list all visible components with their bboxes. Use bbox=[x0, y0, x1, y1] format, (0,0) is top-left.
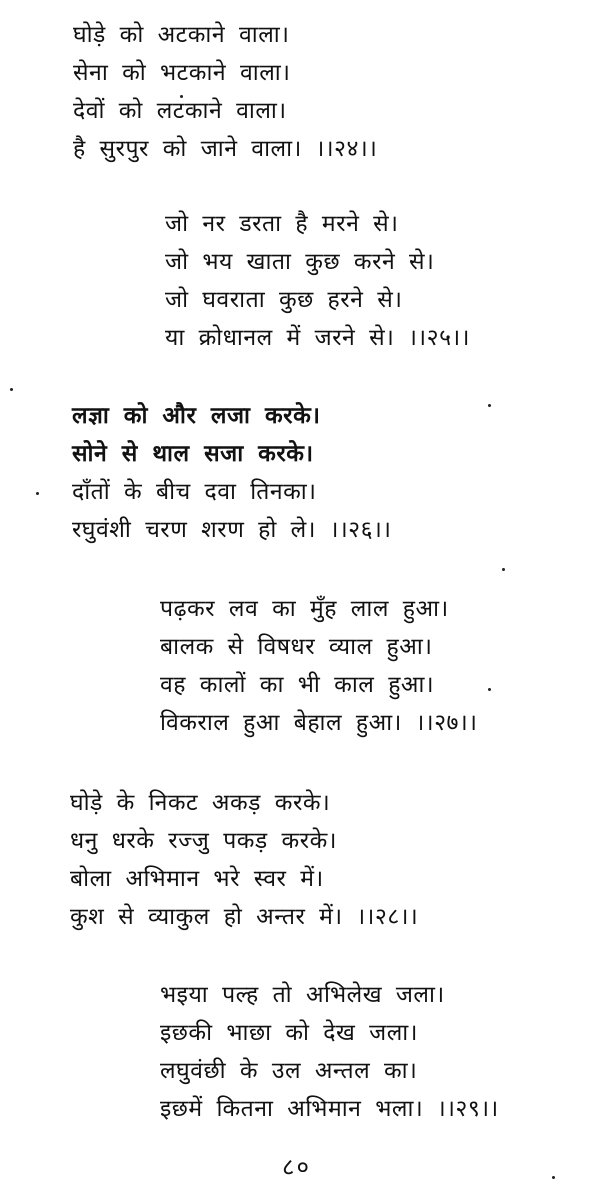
scan-speck bbox=[36, 492, 39, 495]
verse-line: इछकी भाछा को देख जला। bbox=[160, 1020, 418, 1046]
verse-line: लघुवंछी के उल अन्तल का। bbox=[160, 1058, 418, 1084]
verse-line: सोने से थाल सजा करके। bbox=[72, 441, 314, 467]
verse-line: जो घवराता कुछ हरने से। bbox=[165, 287, 403, 313]
stanza-24 bbox=[73, 16, 377, 168]
verse-line: लज्ञा को और लजा करके। bbox=[72, 403, 321, 429]
verse-line: रघुवंशी चरण शरण हो ले। ।।२६।। bbox=[72, 517, 392, 543]
scan-speck bbox=[488, 404, 491, 407]
verse-line: सेना को भटकाने वाला। bbox=[73, 60, 291, 86]
verse-line: घोड़े के निकट अकड़ करके। bbox=[70, 790, 331, 816]
verse-line: घोड़े को अटकाने वाला। bbox=[73, 22, 290, 48]
verse-line: धनु धरके रज्जु पकड़ करके। bbox=[70, 828, 337, 854]
scan-speck bbox=[10, 388, 13, 391]
scan-speck bbox=[180, 95, 183, 98]
verse-line: जो भय खाता कुछ करने से। bbox=[165, 249, 435, 275]
verse-line: बालक से विषधर व्याल हुआ। bbox=[160, 634, 433, 660]
verse-line: पढ़कर लव का मुँह लाल हुआ। bbox=[160, 596, 449, 622]
scan-speck bbox=[552, 1176, 555, 1179]
page-number: ८० bbox=[282, 1153, 311, 1181]
verse-line: विकराल हुआ बेहाल हुआ। ।।२७।। bbox=[160, 710, 478, 736]
scan-speck bbox=[488, 688, 491, 691]
verse-line: भइया पल्ह तो अभिलेख जला। bbox=[160, 982, 445, 1008]
verse-line: कुश से व्याकुल हो अन्तर में। ।।२८।। bbox=[70, 904, 419, 930]
stanza-25 bbox=[165, 205, 470, 357]
verse-line: देवों को लटकाने वाला। bbox=[73, 98, 287, 124]
verse-line: या क्रोधानल में जरने से। ।।२५।। bbox=[165, 325, 470, 351]
verse-line: दाँतों के बीच दवा तिनका। bbox=[72, 479, 317, 505]
verse-line: इछमें कितना अभिमान भला। ।।२९।। bbox=[160, 1096, 499, 1122]
verse-line: बोला अभिमान भरे स्वर में। bbox=[70, 866, 324, 892]
verse-line: वह कालों का भी काल हुआ। bbox=[160, 672, 435, 698]
stanza-27 bbox=[160, 590, 477, 742]
stanza-29 bbox=[160, 976, 499, 1128]
stanza-26 bbox=[72, 397, 392, 549]
stanza-28 bbox=[70, 784, 418, 936]
verse-line: है सुरपुर को जाने वाला। ।।२४।। bbox=[73, 136, 378, 162]
verse-line: जो नर डरता है मरने से। bbox=[165, 211, 399, 237]
scan-speck bbox=[502, 568, 505, 571]
